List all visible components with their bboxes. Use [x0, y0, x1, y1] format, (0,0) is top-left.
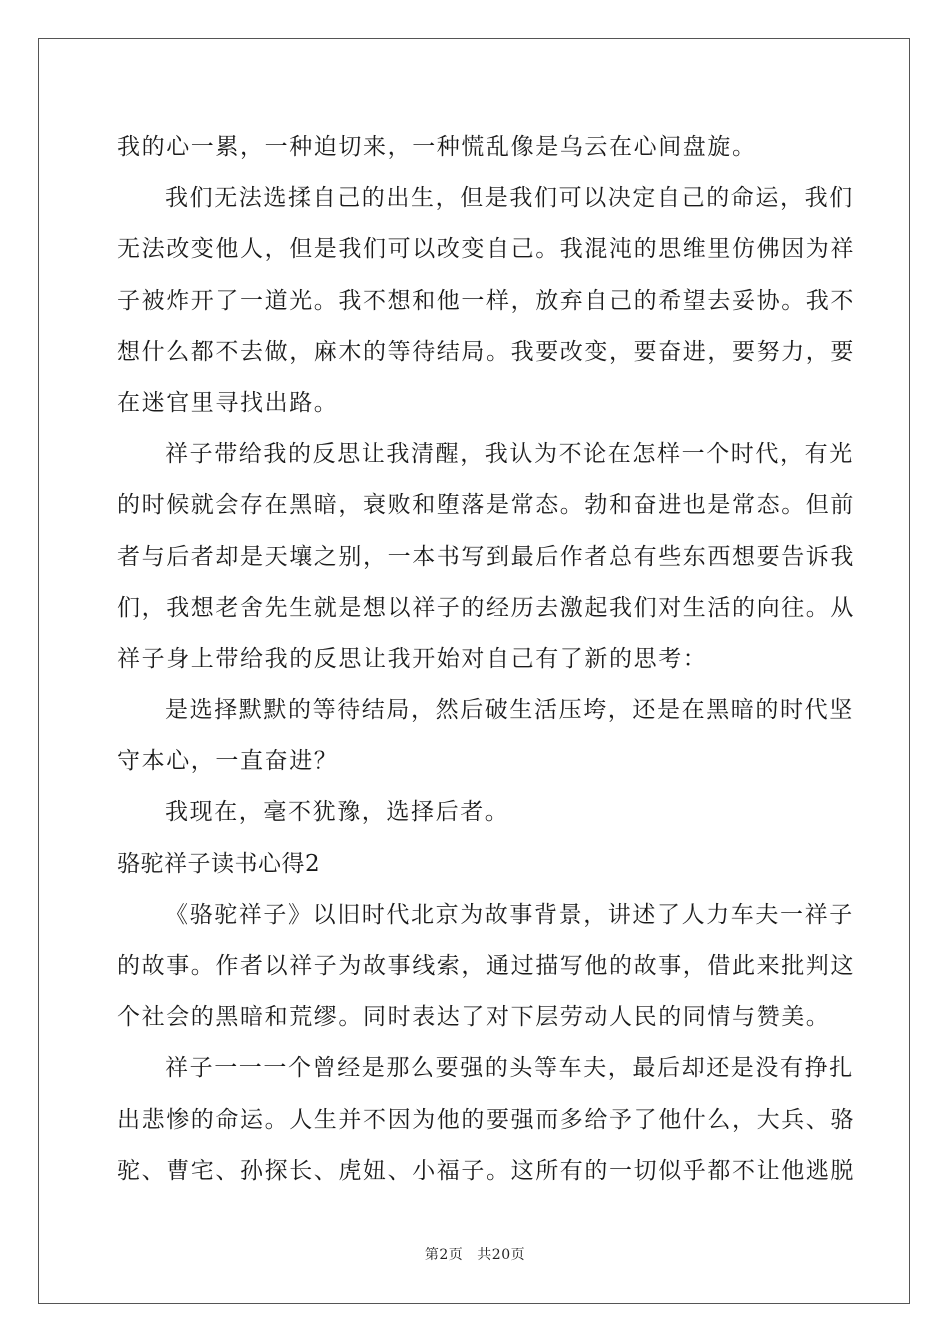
- text-line: 在迷官里寻找出路。: [117, 389, 339, 416]
- text-line: 祥子带给我的反思让我清醒，我认为不论在怎样一个时代，有光: [165, 441, 854, 468]
- text-line: 出悲惨的命运。人生并不因为他的要强而多给予了他什么，大兵、骆: [117, 1106, 855, 1133]
- text-line: 祥子身上带给我的反思让我开始对自己有了新的思考：: [117, 645, 708, 672]
- text-line: 无法改变他人，但是我们可以改变自己。我混沌的思维里仿佛因为祥: [117, 236, 855, 263]
- text-line: 想什么都不去做，麻木的等待结局。我要改变，要奋进，要努力，要: [117, 338, 855, 365]
- text-line: 的时候就会存在黑暗，衰败和堕落是常态。勃和奋进也是常态。但前: [117, 492, 855, 519]
- text-line: 守本心，一直奋进？: [117, 748, 339, 775]
- text-line: 我现在，毫不犹豫，选择后者。: [165, 799, 510, 826]
- text-line: 的故事。作者以祥子为故事线索，通过描写他的故事，借此来批判这: [117, 953, 855, 979]
- text-line: 《骆驼祥子》以旧时代北京为故事背景，讲述了人力车夫一祥子: [165, 901, 854, 928]
- text-line: 个社会的黑暗和荒缪。同时表达了对下层劳动人民的同情与赞美。: [117, 1004, 831, 1031]
- page-total: 共20页: [477, 1247, 526, 1263]
- text-line: 驼、曹宅、孙探长、虎妞、小福子。这所有的一切似乎都不让他逃脱: [117, 1157, 855, 1184]
- text-line: 们，我想老舍先生就是想以祥子的经历去激起我们对生活的向往。从: [117, 594, 855, 621]
- text-line: 我们无法选揉自己的出生，但是我们可以决定自己的命运，我们: [165, 185, 854, 212]
- text-line: 子被炸开了一道光。我不想和他一样，放弃自己的希望去妥协。我不: [117, 287, 855, 314]
- section-heading: 骆驼祥子读书心得2: [117, 850, 321, 877]
- text-line: 我的心一累，一种迫切来，一种慌乱像是乌云在心间盘旋。: [117, 134, 757, 160]
- page-number: 第2页: [424, 1247, 464, 1263]
- text-line: 祥子一一一个曾经是那么要强的头等车夫，最后却还是没有挣扎: [165, 1055, 854, 1082]
- page-footer: [0, 1244, 950, 1264]
- document-body: [117, 122, 855, 1197]
- text-line: 是选择默默的等待结局，然后破生活压垮，还是在黑暗的时代坚: [165, 697, 854, 724]
- text-line: 者与后者却是天壤之别，一本书写到最后作者总有些东西想要告诉我: [117, 543, 855, 570]
